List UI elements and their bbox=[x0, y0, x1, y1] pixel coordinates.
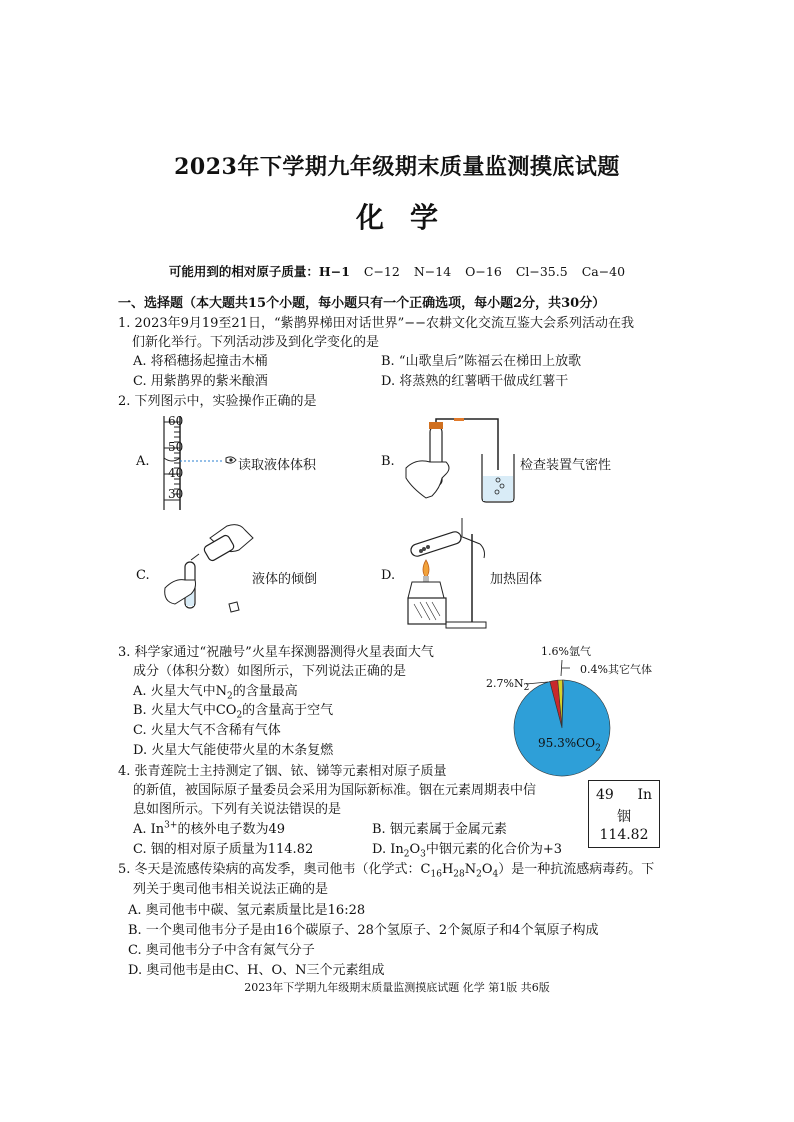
q3-b-sub: 2 bbox=[236, 710, 243, 721]
indium-element-card bbox=[588, 780, 660, 848]
q1-option-b: B. “山歌皇后”陈福云在梯田上放歌 bbox=[381, 354, 582, 369]
cylinder-tick-50: 50 bbox=[168, 440, 184, 454]
exam-title: 2023年下学期九年级期末质量监测摸底试题 bbox=[174, 154, 620, 180]
q2-d-letter: D. bbox=[381, 568, 396, 583]
element-symbol: In bbox=[637, 787, 652, 803]
q5-stem-line1 bbox=[118, 858, 654, 880]
q3-stem-line2: 成分（体积分数）如图所示，下列说法正确的是 bbox=[133, 664, 407, 679]
q3-b-text: B. 火星大气中CO bbox=[133, 703, 237, 718]
atomic-masses-label: 可能用到的相对原子质量： bbox=[168, 264, 319, 279]
q1-option-d: D. 将蒸熟的红薯晒干做成红薯干 bbox=[381, 374, 569, 389]
q3-option-b bbox=[133, 699, 333, 721]
q2-a-letter: A. bbox=[136, 454, 150, 469]
pie-label-nitrogen bbox=[486, 677, 529, 693]
atomic-mass-c: C−12 bbox=[363, 264, 400, 279]
q4-a-text: A. In bbox=[133, 822, 165, 837]
q4-option-b: B. 铟元素属于金属元素 bbox=[372, 822, 507, 837]
atomic-mass-ca: Ca−40 bbox=[581, 264, 626, 279]
pie-label-nitrogen-sub: 2 bbox=[523, 683, 530, 694]
subject-title: 化学 bbox=[355, 201, 464, 234]
atomic-mass-cl: Cl−35.5 bbox=[515, 264, 568, 279]
q5-formula-c-count: 16 bbox=[430, 869, 442, 880]
q4-d-sub1: 2 bbox=[403, 849, 410, 860]
atomic-mass-h: H−1 bbox=[318, 264, 350, 279]
q3-a-text: A. 火星大气中N bbox=[133, 684, 228, 699]
atomic-masses bbox=[0, 262, 794, 280]
q5-formula-o: O bbox=[481, 862, 493, 877]
q5-formula-o-count: 4 bbox=[492, 869, 499, 880]
q5-stem-text-post: ）是一种抗流感病毒药。下 bbox=[498, 862, 655, 877]
atomic-mass-o: O−16 bbox=[465, 264, 502, 279]
q5-option-b: B. 一个奥司他韦分子是由16个碳原子、28个氢原子、2个氮原子和4个氧原子构成 bbox=[128, 923, 599, 938]
pie-label-argon: 1.6%氩气 bbox=[541, 645, 591, 658]
q1-option-c: C. 用紫鹊界的紫米酿酒 bbox=[133, 374, 268, 389]
q5-formula-h: H bbox=[441, 862, 454, 877]
section-heading: 一、选择题（本大题共15个小题，每小题只有一个正确选项，每小题2分，共30分） bbox=[118, 296, 606, 311]
q4-d-text-post: 中铟元素的化合价为+3 bbox=[425, 842, 563, 857]
q3-option-c: C. 火星大气不含稀有气体 bbox=[133, 723, 281, 738]
cylinder-tick-60: 60 bbox=[168, 414, 184, 428]
q5-option-a: A. 奥司他韦中碳、氢元素质量比是16:28 bbox=[128, 903, 366, 918]
element-atomic-mass: 114.82 bbox=[599, 827, 649, 843]
q4-option-c: C. 铟的相对原子质量为114.82 bbox=[133, 842, 314, 857]
q5-option-d: D. 奥司他韦是由C、H、O、N三个元素组成 bbox=[128, 963, 385, 978]
pouring-liquid-figure bbox=[155, 518, 265, 618]
q4-d-text: D. In bbox=[372, 842, 404, 857]
q3-option-d: D. 火星大气能使带火星的木条复燃 bbox=[133, 743, 334, 758]
q5-option-c: C. 奥司他韦分子中含有氮气分子 bbox=[128, 943, 315, 958]
q2-d-caption: 加热固体 bbox=[490, 572, 543, 587]
cylinder-tick-30: 30 bbox=[168, 487, 184, 501]
element-atomic-number: 49 bbox=[596, 787, 614, 803]
q3-a-sub: 2 bbox=[227, 691, 233, 702]
q4-stem-line3: 息如图所示。下列有关说法错误的是 bbox=[133, 802, 342, 817]
q4-stem-line2: 的新值，被国际原子量委员会采用为国际新标准。铟在元素周期表中信 bbox=[133, 783, 537, 798]
q1-stem-line2: 们新化举行。下列活动涉及到化学变化的是 bbox=[132, 335, 380, 350]
airtightness-check-figure bbox=[402, 418, 522, 508]
q5-stem-text: 5. 冬天是流感传染病的高发季，奥司他韦（化学式：C bbox=[118, 862, 431, 877]
q1-option-a: A. 将稻穗扬起撞击木桶 bbox=[133, 354, 268, 369]
q5-formula-n: N bbox=[464, 862, 477, 877]
q2-b-caption: 检查装置气密性 bbox=[520, 458, 612, 473]
q2-c-letter: C. bbox=[136, 568, 150, 583]
q4-option-d bbox=[372, 838, 562, 860]
element-name: 铟 bbox=[617, 809, 631, 825]
q2-b-letter: B. bbox=[381, 454, 395, 469]
q5-stem-line2: 列关于奥司他韦相关说法正确的是 bbox=[133, 882, 329, 897]
q2-stem: 2. 下列图示中，实验操作正确的是 bbox=[118, 394, 317, 409]
pie-label-co2-sub: 2 bbox=[595, 743, 601, 754]
heating-solid-figure bbox=[396, 514, 496, 632]
pie-label-other: 0.4%其它气体 bbox=[580, 663, 652, 676]
pie-slices bbox=[514, 680, 610, 776]
q4-d-mid: O bbox=[409, 842, 421, 857]
cylinder-tick-40: 40 bbox=[168, 466, 184, 480]
page-footer: 2023年下学期九年级期末质量监测摸底试题 化学 第1版 共6版 bbox=[244, 981, 550, 994]
leader-argon bbox=[561, 660, 562, 676]
q2-c-caption: 液体的倾倒 bbox=[252, 572, 318, 587]
q3-a-text-post: 的含量最高 bbox=[232, 684, 298, 699]
q3-b-text-post: 的含量高于空气 bbox=[242, 703, 334, 718]
q3-stem-line1: 3. 科学家通过“祝融号”火星车探测器测得火星表面大气 bbox=[118, 645, 434, 660]
q1-stem-line1: 1. 2023年9月19至21日，“紫鹊界梯田对话世界”−−农耕文化交流互鉴大会系列活动在我 bbox=[118, 316, 635, 331]
q4-stem-line1: 4. 张青莲院士主持测定了铟、铱、锑等元素相对原子质量 bbox=[118, 764, 447, 779]
q2-a-caption: 读取液体体积 bbox=[238, 458, 317, 473]
graduated-cylinder-figure bbox=[150, 412, 240, 512]
q4-a-text-post: 的核外电子数为49 bbox=[177, 822, 285, 837]
pie-label-co2-text: 95.3%CO bbox=[538, 736, 596, 750]
q5-formula-h-count: 28 bbox=[453, 869, 465, 880]
q4-option-a bbox=[133, 818, 285, 837]
pie-label-co2 bbox=[538, 736, 601, 753]
mars-atmosphere-pie-chart bbox=[480, 638, 680, 778]
q5-formula-n-count: 2 bbox=[476, 869, 482, 880]
atomic-mass-n: N−14 bbox=[413, 264, 452, 279]
pie-label-nitrogen-text: 2.7%N bbox=[486, 677, 524, 690]
q4-a-sup: 3+ bbox=[164, 820, 178, 831]
q4-d-sub2: 3 bbox=[420, 849, 426, 860]
